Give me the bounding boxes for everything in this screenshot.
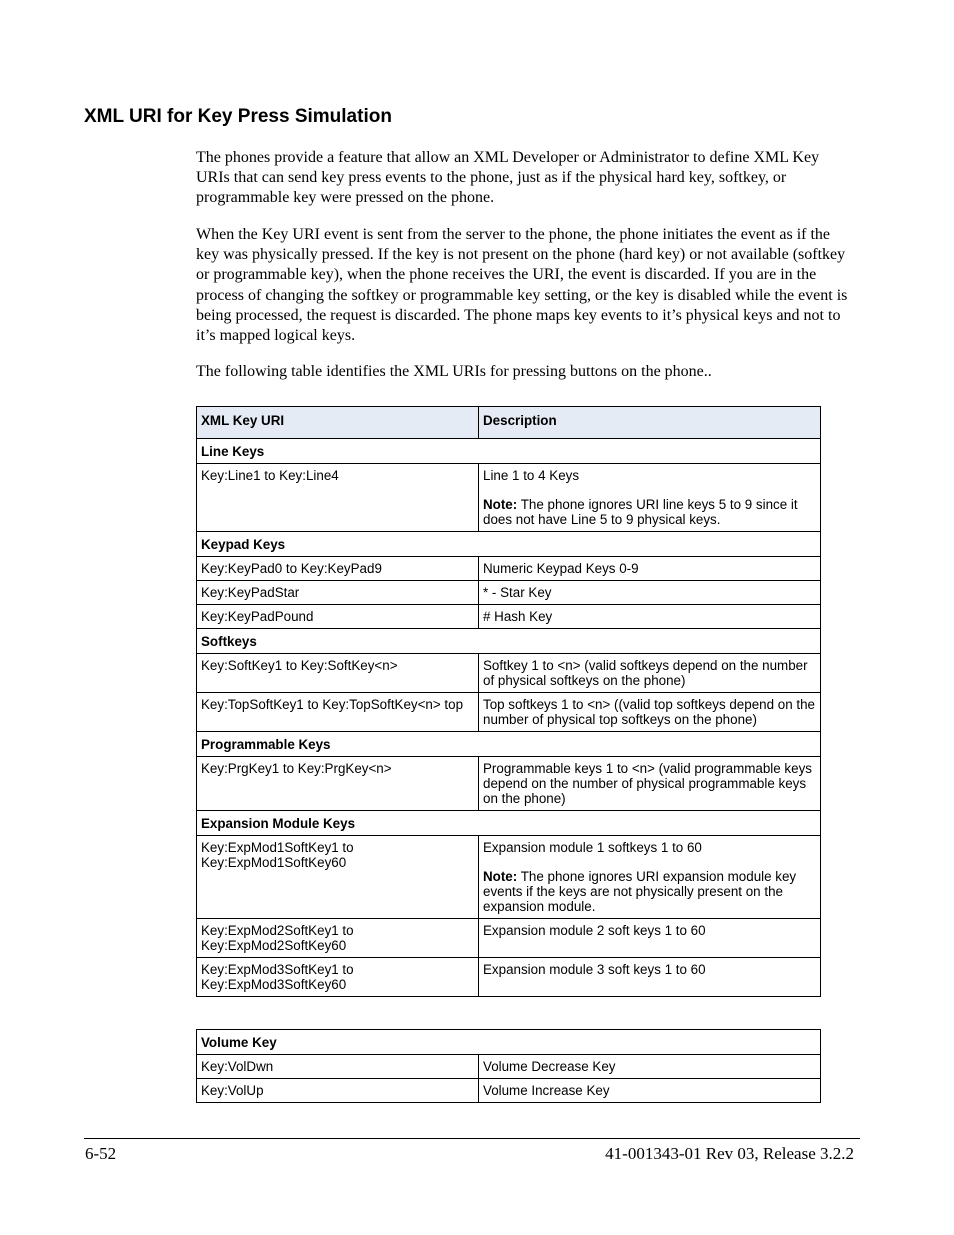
table-row: [197, 836, 821, 919]
document-id: 41-001343-01 Rev 03, Release 3.2.2: [605, 1144, 854, 1163]
page-number: 6-52: [85, 1144, 117, 1163]
header-xml-key-uri: XML Key URI: [197, 407, 479, 439]
description-cell: Volume Increase Key: [479, 1079, 821, 1103]
description-text: Expansion module 2 soft keys 1 to 60: [483, 923, 706, 938]
description-text: Programmable keys 1 to <n> (valid programmable keys depend on the number of physical programmable keys on the phone): [483, 761, 812, 806]
note-text: The phone ignores URI expansion module key events if the keys are not physically present on the expansion module.: [483, 869, 797, 914]
key-uri-cell: Key:PrgKey1 to Key:PrgKey<n>: [197, 757, 479, 811]
paragraph-intro: The phones provide a feature that allow an XML Developer or Administrator to define XML Key URIs that can send key press events to the phone, just as if the physical hard key, softkey, or programmable key were pressed on the phone.: [196, 149, 820, 207]
header-description: Description: [479, 407, 821, 439]
description-text: Expansion module 3 soft keys 1 to 60: [483, 962, 706, 977]
group-title: Programmable Keys: [197, 732, 821, 757]
description-cell: [479, 958, 821, 997]
key-uri-cell: Key:Line1 to Key:Line4: [197, 464, 479, 532]
description-cell: [479, 605, 821, 629]
description-cell: [479, 464, 821, 532]
key-uri-cell: Key:KeyPad0 to Key:KeyPad9: [197, 557, 479, 581]
table-group-row: [197, 629, 821, 654]
description-text: Line 1 to 4 Keys: [483, 468, 580, 483]
table-group-row: [197, 732, 821, 757]
key-uri-table: [196, 406, 821, 997]
table-group-row: [197, 811, 821, 836]
table-row: [197, 757, 821, 811]
table-header-row: [197, 407, 821, 439]
table-row: [197, 581, 821, 605]
paragraph-key-uri-event: When the Key URI event is sent from the server to the phone, the phone initiates the event as if the key was physically pressed. If the key is not present on the phone (hard key) or not available (softkey or programmable key), when the phone receives the URI, the event is discarded. If you are in the process of changing the softkey or programmable key setting, or the key is disabled while the event is being processed, the request is discarded. The phone maps key events to it’s physical keys and not to it’s mapped logical keys.: [196, 226, 848, 345]
description-text: Softkey 1 to <n> (valid softkeys depend on the number of physical softkeys on the phone): [483, 658, 808, 688]
volume-key-table-body: [197, 1030, 821, 1103]
description-cell: [479, 919, 821, 958]
section-title: XML URI for Key Press Simulation: [84, 106, 392, 127]
table-row: [197, 958, 821, 997]
table-row: [197, 1079, 821, 1103]
table-row: [197, 605, 821, 629]
key-uri-cell: Key:VolUp: [197, 1079, 479, 1103]
group-title: Softkeys: [197, 629, 821, 654]
table-group-row: [197, 532, 821, 557]
description-text: * - Star Key: [483, 585, 552, 600]
table-row: [197, 557, 821, 581]
description-cell: [479, 557, 821, 581]
table-row: [197, 654, 821, 693]
key-uri-cell: Key:ExpMod3SoftKey1 to Key:ExpMod3SoftKey60: [197, 958, 479, 997]
key-uri-cell: Key:TopSoftKey1 to Key:TopSoftKey<n> top: [197, 693, 479, 732]
key-uri-table-body: [197, 407, 821, 997]
volume-key-table: [196, 1029, 821, 1103]
description-text: Numeric Keypad Keys 0-9: [483, 561, 639, 576]
table-row: [197, 919, 821, 958]
description-text: # Hash Key: [483, 609, 553, 624]
description-cell: Volume Decrease Key: [479, 1055, 821, 1079]
description-text: Expansion module 1 softkeys 1 to 60: [483, 840, 702, 855]
key-uri-cell: Key:SoftKey1 to Key:SoftKey<n>: [197, 654, 479, 693]
key-uri-cell: Key:VolDwn: [197, 1055, 479, 1079]
table-group-row: [197, 1030, 821, 1055]
table-row: [197, 1055, 821, 1079]
description-text: Top softkeys 1 to <n> ((valid top softkeys depend on the number of physical top softkeys on the phone): [483, 697, 815, 727]
key-uri-cell: Key:ExpMod2SoftKey1 to Key:ExpMod2SoftKey60: [197, 919, 479, 958]
description-cell: [479, 757, 821, 811]
key-uri-cell: Key:KeyPadStar: [197, 581, 479, 605]
note-text: The phone ignores URI line keys 5 to 9 since it does not have Line 5 to 9 physical keys.: [483, 497, 798, 527]
group-title: Keypad Keys: [197, 532, 821, 557]
note-label: Note:: [483, 497, 518, 512]
group-title: Expansion Module Keys: [197, 811, 821, 836]
description-cell: [479, 654, 821, 693]
volume-key-title: Volume Key: [197, 1030, 821, 1055]
note-label: Note:: [483, 869, 518, 884]
key-uri-cell: Key:ExpMod1SoftKey1 to Key:ExpMod1SoftKey60: [197, 836, 479, 919]
group-title: Line Keys: [197, 439, 821, 464]
paragraph-table-intro: The following table identifies the XML URIs for pressing buttons on the phone..: [196, 363, 712, 380]
description-cell: [479, 836, 821, 919]
key-uri-cell: Key:KeyPadPound: [197, 605, 479, 629]
description-cell: [479, 581, 821, 605]
table-group-row: [197, 439, 821, 464]
table-row: [197, 693, 821, 732]
footer-rule: [84, 1138, 860, 1139]
note-gap: [483, 483, 815, 497]
table-row: [197, 464, 821, 532]
note-gap: [483, 855, 815, 869]
description-cell: [479, 693, 821, 732]
